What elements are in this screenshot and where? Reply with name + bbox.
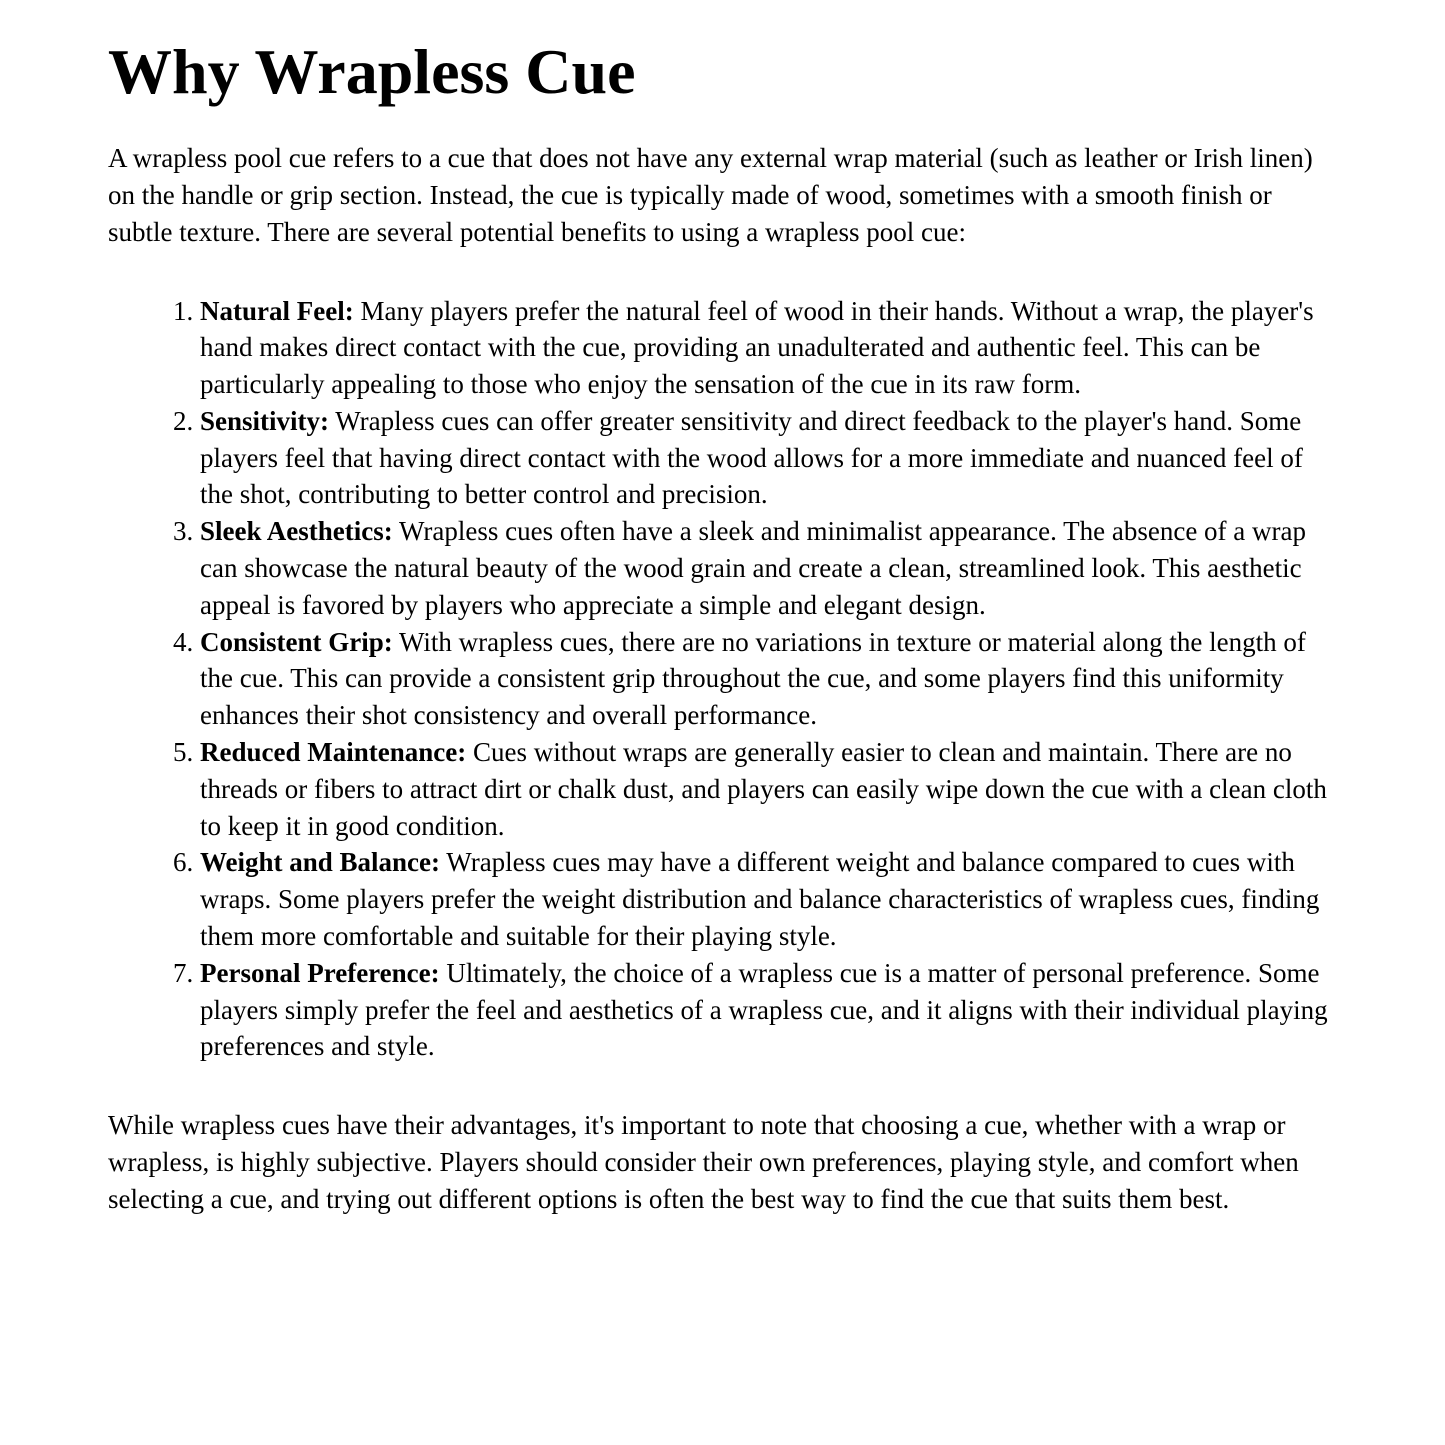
list-item-label: Sleek Aesthetics: (200, 516, 393, 547)
list-item (200, 844, 1340, 954)
list-item-text: Wrapless cues can offer greater sensitivity and direct feedback to the player's hand. Some players feel that having direct contact with the wood allows for a more immediate and nuanced feel of the shot, contributing to better control and precision. (200, 405, 1303, 510)
list-item-text: Cues without wraps are generally easier to clean and maintain. There are no threads or fibers to attract dirt or chalk dust, and players can easily wipe down the cue with a clean cloth to keep it in good condition. (200, 737, 1327, 841)
list-item (200, 403, 1340, 513)
page-title: Why Wrapless Cue (108, 36, 636, 107)
list-item-text: Wrapless cues may have a different weight and balance compared to cues with wraps. Some players prefer the weight distribution and balance characteristics of wrapless cues, finding them more comfortable and suitable for their playing style. (200, 847, 1320, 952)
list-item-label: Consistent Grip: (200, 626, 393, 657)
list-item-text: With wrapless cues, there are no variations in texture or material along the length of the cue. This can provide a consistent grip throughout the cue, and some players find this uniformity enhances their shot consistency and overall performance. (200, 626, 1306, 731)
list-item (200, 734, 1340, 844)
list-item-label: Sensitivity: (200, 405, 330, 436)
list-item-text: Ultimately, the choice of a wrapless cue is a matter of personal preference. Some players simply prefer the feel and aesthetics of a wrapless cue, and it aligns with their individual playing preferences and style. (200, 957, 1328, 1062)
list-item-label: Weight and Balance: (200, 847, 441, 878)
list-item-text: Wrapless cues often have a sleek and minimalist appearance. The absence of a wrap can showcase the natural beauty of the wood grain and create a clean, streamlined look. This aesthetic appeal is favored by players who appreciate a simple and elegant design. (200, 516, 1307, 620)
list-item-label: Reduced Maintenance: (200, 737, 467, 768)
list-item (200, 955, 1340, 1065)
benefits-list (108, 293, 1340, 1066)
closing-paragraph: While wrapless cues have their advantages, it's important to note that choosing a cue, whether with a wrap or wrapless, is highly subjective. Players should consider their own preferences, playing style, and comfort when selecting a cue, and trying out different options is often the best way to find the cue that suits them best. (108, 1110, 1299, 1214)
list-item-label: Personal Preference: (200, 957, 440, 988)
list-item-text: Many players prefer the natural feel of wood in their hands. Without a wrap, the player's hand makes direct contact with the cue, providing an unadulterated and authentic feel. This can be particularly appealing to those who enjoy the sensation of the cue in its raw form. (200, 295, 1314, 400)
list-item (200, 513, 1340, 623)
intro-paragraph: A wrapless pool cue refers to a cue that does not have any external wrap material (such as leather or Irish linen) on the handle or grip section. Instead, the cue is typically made of wood, sometimes with a smooth finish or subtle texture. There are several potential benefits to using a wrapless pool cue: (108, 143, 1313, 247)
list-item (200, 624, 1340, 734)
list-item-label: Natural Feel: (200, 295, 354, 326)
list-item (200, 293, 1340, 403)
